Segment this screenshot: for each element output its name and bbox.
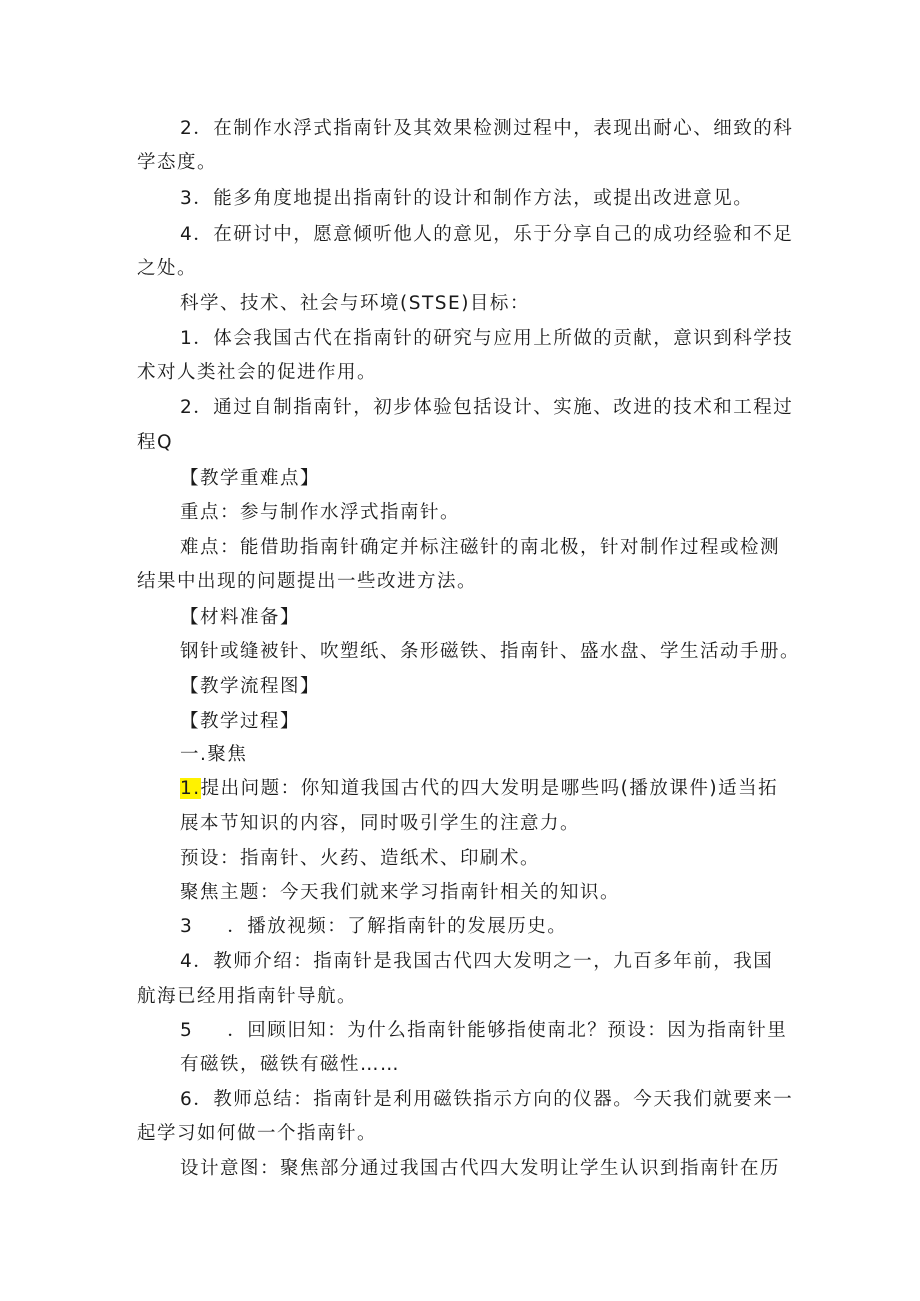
section-heading: 【教学流程图】 <box>180 676 321 697</box>
paragraph-line: 起学习如何做一个指南针。 <box>137 1123 378 1144</box>
section-heading: 【教学重难点】 <box>180 468 321 489</box>
section-heading: 【材料准备】 <box>180 607 301 628</box>
paragraph-line: 重点：参与制作水浮式指南针。 <box>180 502 461 523</box>
paragraph-line: 之处。 <box>137 258 198 279</box>
paragraph-text: ．回顾旧知：为什么指南针能够指使南北？预设：因为指南针里 <box>227 1020 788 1041</box>
paragraph-line: 预设：指南针、火药、造纸术、印刷术。 <box>180 848 541 869</box>
paragraph-line: 学态度。 <box>137 152 218 173</box>
paragraph-line: 6．教师总结：指南针是利用磁铁指示方向的仪器。今天我们就要来一 <box>180 1089 794 1110</box>
paragraph-line <box>180 1018 787 1044</box>
section-heading: 【教学过程】 <box>180 711 301 732</box>
paragraph-line: 4．在研讨中，愿意倾听他人的意见，乐于分享自己的成功经验和不足 <box>180 224 794 245</box>
paragraph-line: 难点：能借助指南针确定并标注磁针的南北极，针对制作过程或检测 <box>180 537 781 558</box>
paragraph-text: ．播放视频：了解指南针的发展历史。 <box>227 916 568 937</box>
paragraph-line: 程Q <box>137 432 174 453</box>
paragraph-line: 术对人类社会的促进作用。 <box>137 362 378 383</box>
paragraph-line <box>180 914 567 940</box>
highlight-mark: 1. <box>180 778 201 799</box>
paragraph-line: 2．在制作水浮式指南针及其效果检测过程中，表现出耐心、细致的科 <box>180 118 794 139</box>
item-number: 3 <box>180 916 194 937</box>
paragraph-line: 设计意图：聚焦部分通过我国古代四大发明让学生认识到指南针在历 <box>180 1158 781 1179</box>
paragraph-line: 聚焦主题：今天我们就来学习指南针相关的知识。 <box>180 882 621 903</box>
paragraph-line <box>180 776 778 802</box>
paragraph-line: 航海已经用指南针导航。 <box>137 986 358 1007</box>
paragraph-line: 4．教师介绍：指南针是我国古代四大发明之一，九百多年前，我国 <box>180 951 774 972</box>
section-heading: 一.聚焦 <box>180 744 248 765</box>
paragraph-line: 有磁铁，磁铁有磁性…… <box>180 1054 401 1075</box>
paragraph-line: 结果中出现的问题提出一些改进方法。 <box>137 571 478 592</box>
paragraph-text: 提出问题：你知道我国古代的四大发明是哪些吗(播放课件)适当拓 <box>200 778 779 799</box>
paragraph-line: 钢针或缝被针、吹塑纸、条形磁铁、指南针、盛水盘、学生活动手册。 <box>180 641 801 662</box>
paragraph-line: 3．能多角度地提出指南针的设计和制作方法，或提出改进意见。 <box>180 188 754 209</box>
paragraph-line: 2．通过自制指南针，初步体验包括设计、实施、改进的技术和工程过 <box>180 397 794 418</box>
item-number: 5 <box>180 1020 194 1041</box>
paragraph-line: 1．体会我国古代在指南针的研究与应用上所做的贡献，意识到科学技 <box>180 328 794 349</box>
paragraph-line: 展本节知识的内容，同时吸引学生的注意力。 <box>180 813 581 834</box>
section-heading: 科学、技术、社会与环境(STSE)目标： <box>180 293 530 314</box>
